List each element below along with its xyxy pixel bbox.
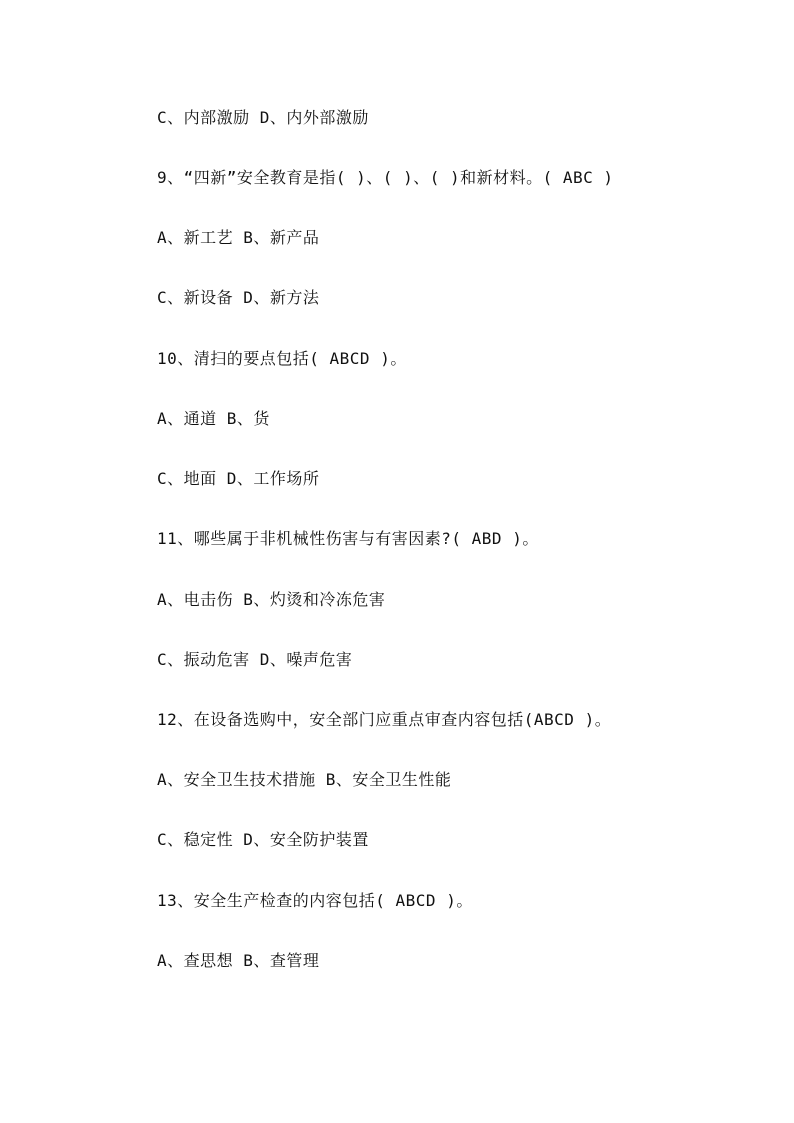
question-11: 11、哪些属于非机械性伤害与有害因素?( ABD )。 — [157, 529, 539, 548]
option-line-q11-cd: C、振动危害 D、噪声危害 — [157, 650, 353, 669]
option-line-q9-ab: A、新工艺 B、新产品 — [157, 228, 320, 247]
option-line-q9-cd: C、新设备 D、新方法 — [157, 288, 320, 307]
option-line-q11-ab: A、电击伤 B、灼烫和冷冻危害 — [157, 590, 386, 609]
question-9: 9、“四新”安全教育是指( )、( )、( )和新材料。( ABC ) — [157, 168, 614, 187]
option-line-q10-cd: C、地面 D、工作场所 — [157, 469, 320, 488]
question-12: 12、在设备选购中，安全部门应重点审查内容包括(ABCD )。 — [157, 710, 612, 729]
question-10: 10、清扫的要点包括( ABCD )。 — [157, 349, 407, 368]
option-line-q12-cd: C、稳定性 D、安全防护装置 — [157, 830, 369, 849]
option-line-q12-ab: A、安全卫生技术措施 B、安全卫生性能 — [157, 770, 452, 789]
question-13: 13、安全生产检查的内容包括( ABCD )。 — [157, 891, 473, 910]
option-line-q8-cd: C、内部激励 D、内外部激励 — [157, 108, 369, 127]
option-line-q13-ab: A、查思想 B、查管理 — [157, 951, 320, 970]
option-line-q10-ab: A、通道 B、货 — [157, 409, 270, 428]
